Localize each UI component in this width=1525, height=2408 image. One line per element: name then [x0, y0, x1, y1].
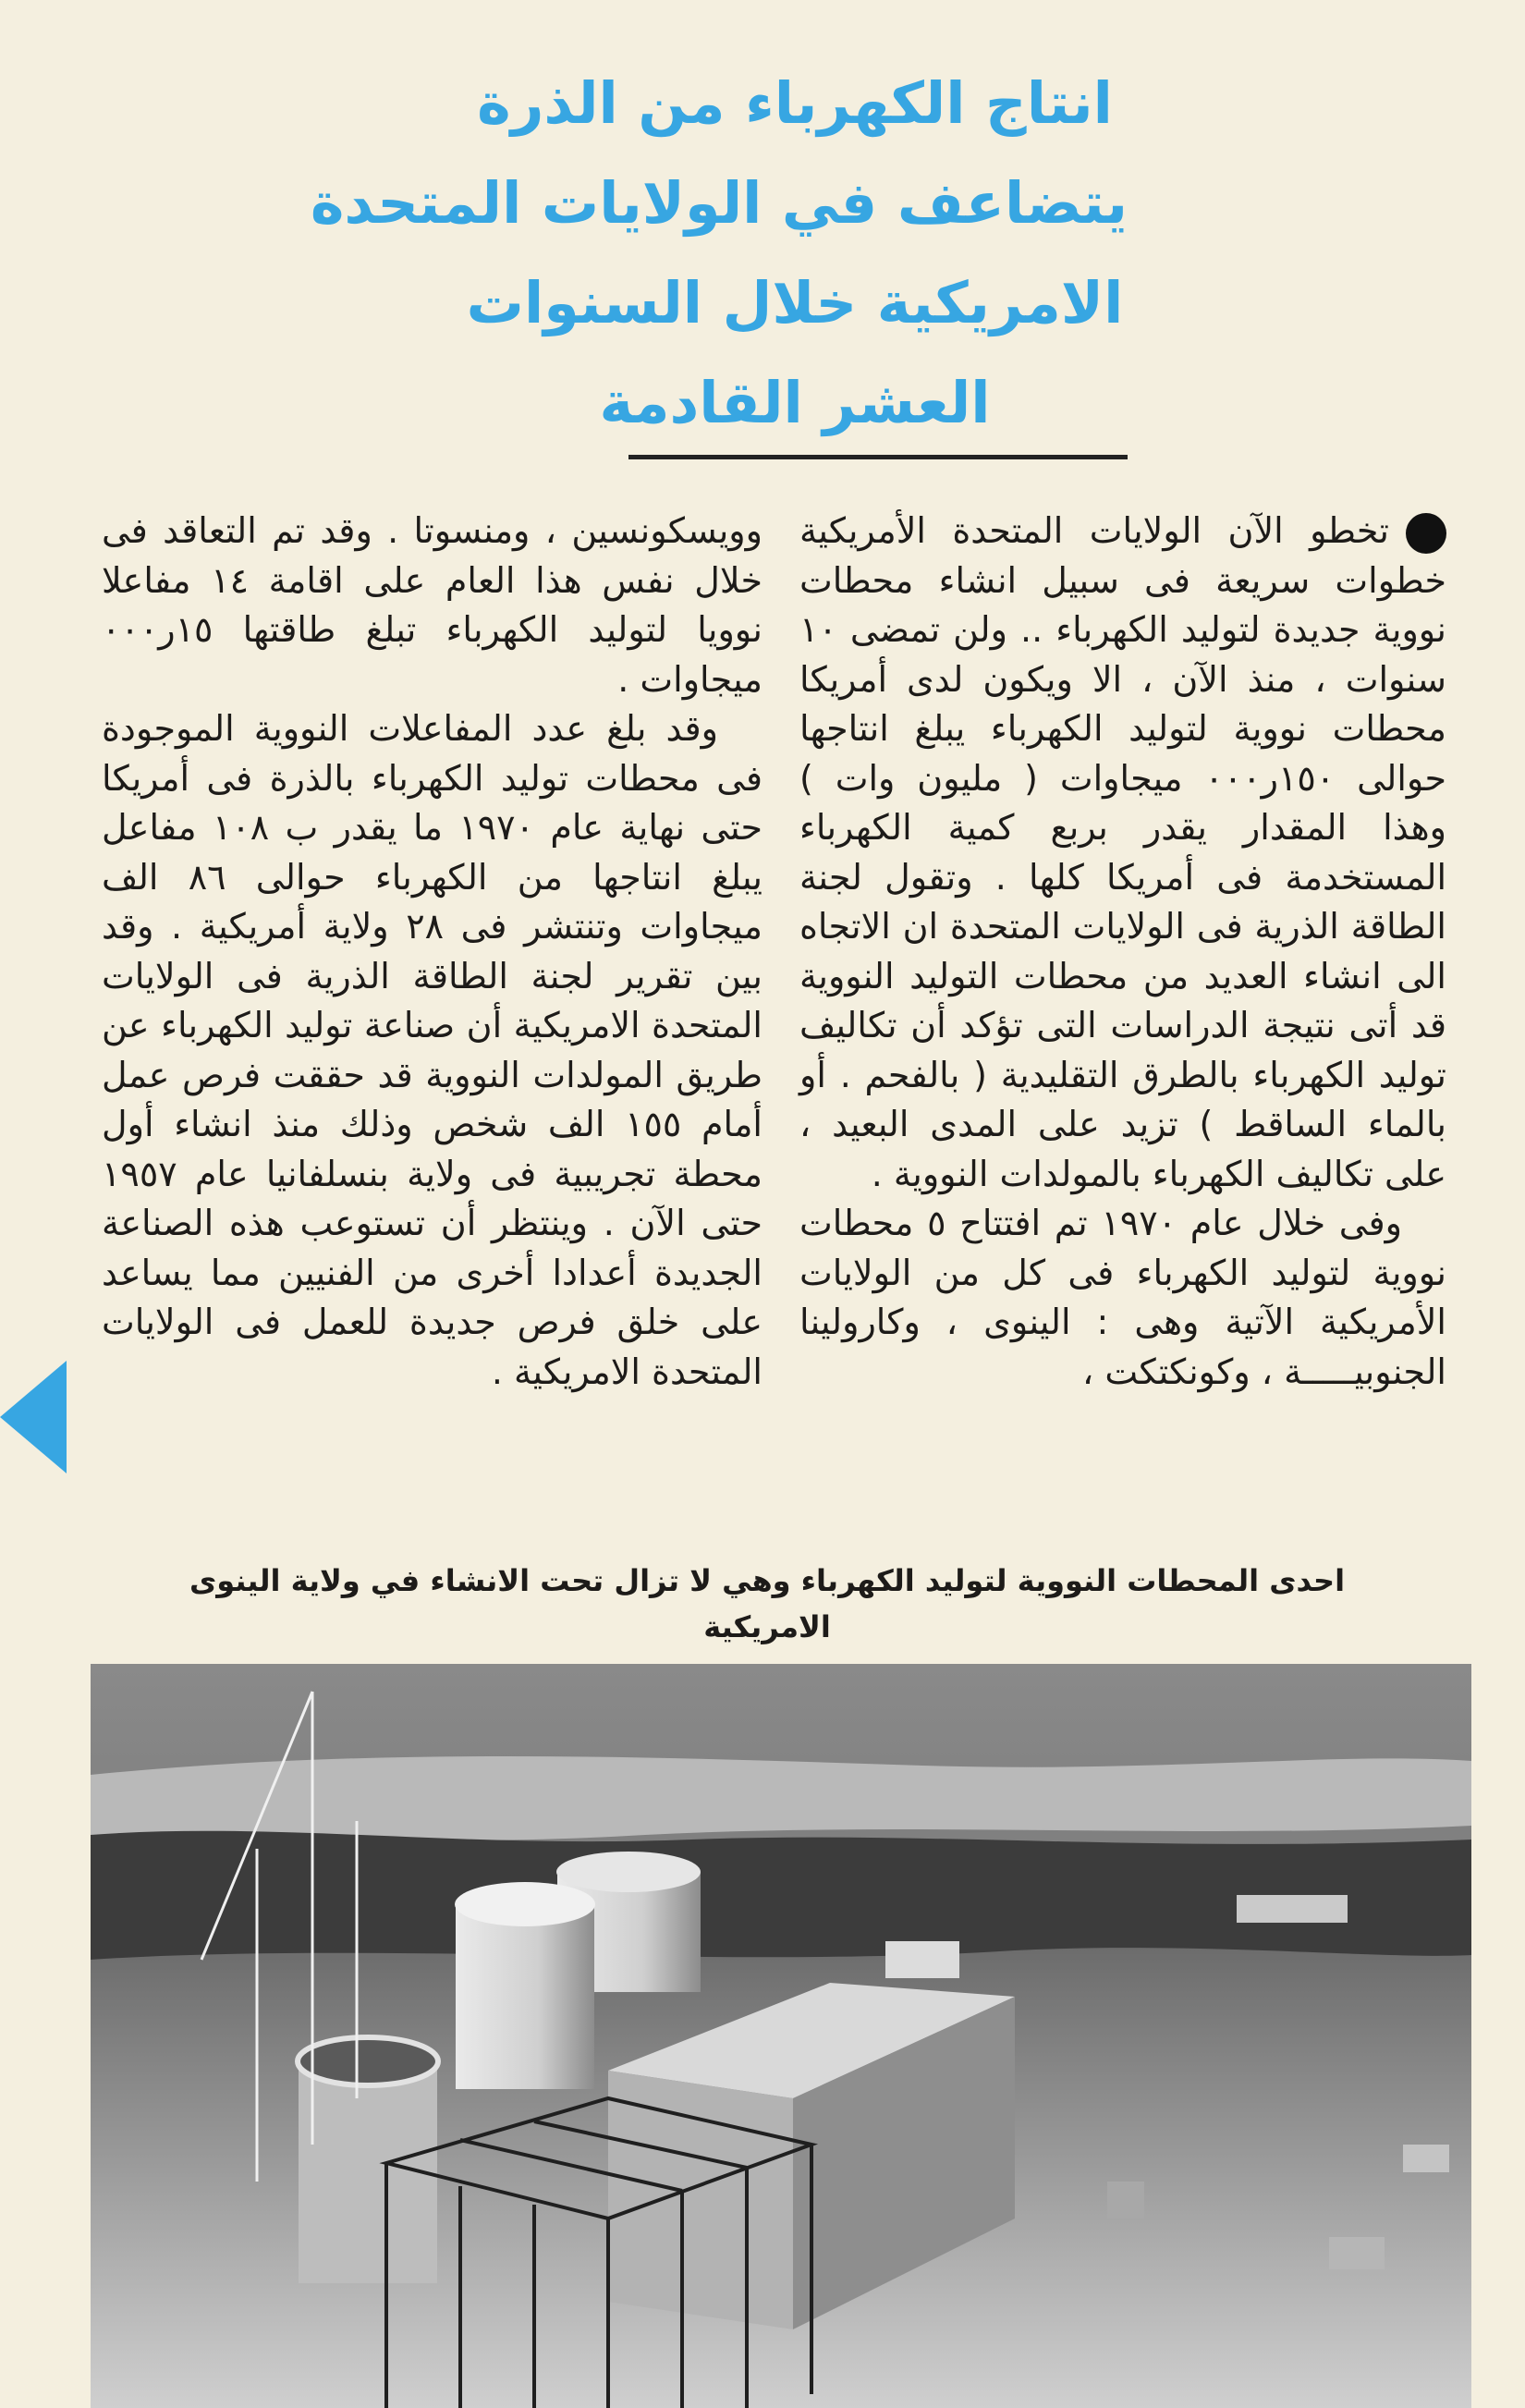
- bullet-icon: [1406, 513, 1446, 554]
- article-column-right: [799, 507, 1446, 1397]
- headline-line-1: انتاج الكهرباء من الذرة: [477, 69, 1113, 137]
- nuclear-plant-photo: [91, 1664, 1471, 2408]
- paragraph-text: تخطو الآن الولايات المتحدة الأمريكية خطوات سريعة فى سبيل انشاء محطات نووية جديدة لتوليد الكهرباء .. ولن تمضى ١٠ سنوات ، منذ الآن ، الا ويكون لدى أمريكا محطات نووية لتوليد الكهرباء يبلغ انتاجها حوالى ١٥٠ر٠٠٠ ميجاوات ( مليون وات ) وهذا المقدار يقدر بربع كمية الكهرباء المستخدمة فى أمريكا كلها . وتقول لجنة الطاقة الذرية فى الولايات المتحدة ان الاتجاه الى انشاء العديد من محطات التوليد النووية قد أتى نتيجة الدراسات التى تؤكد أن تكاليف توليد الكهرباء بالطرق التقليدية ( بالفحم . أو بالماء الساقط ) تزيد على المدى البعيد ، على تكاليف الكهرباء بالمولدات النووية .: [799, 510, 1446, 1194]
- photo-caption: احدى المحطات النووية لتوليد الكهرباء وهي لا تزال تحت الانشاء في ولاية الينوى الامريكية: [189, 1563, 1346, 1644]
- article-paragraph: وفى خلال عام ١٩٧٠ تم افتتاح ٥ محطات نووية لتوليد الكهرباء فى كل من الولايات الأمريكية الآتية وهى : الينوى ، وكارولينا الجنوبيـــــة ، وكونكتكت ،: [799, 1203, 1446, 1392]
- article-paragraph: وويسكونسين ، ومنسوتا . وقد تم التعاقد فى خلال نفس هذا العام على اقامة ١٤ مفاعلا نوويا لتوليد الكهرباء تبلغ طاقتها ١٥ر٠٠٠ ميجاوات .: [102, 510, 762, 700]
- headline: [310, 54, 1128, 453]
- headline-line-3: الامريكية خلال السنوات: [466, 269, 1124, 336]
- left-arrow-icon: [0, 1361, 67, 1473]
- photo-illustration: [91, 1664, 1471, 2408]
- headline-rule: [628, 455, 1128, 459]
- headline-line-2: يتضاعف في الولايات المتحدة: [310, 169, 1128, 237]
- headline-line-4: العشر القادمة: [599, 369, 991, 436]
- article-column-left: [102, 507, 762, 1397]
- article-paragraph: وقد بلغ عدد المفاعلات النووية الموجودة فى محطات توليد الكهرباء بالذرة فى أمريكا حتى نهاية عام ١٩٧٠ ما يقدر ب ١٠٨ مفاعل يبلغ انتاجها من الكهرباء حوالى ٨٦ الف ميجاوات وتنتشر فى ٢٨ ولاية أمريكية . وقد بين تقرير لجنة الطاقة الذرية فى الولايات المتحدة الامريكية أن صناعة توليد الكهرباء عن طريق المولدات النووية قد حققت فرص عمل أمام ١٥٥ الف شخص وذلك منذ انشاء أول محطة تجريبية فى ولاية بنسلفانيا عام ١٩٥٧ حتى الآن . وينتظر أن تستوعب هذه الصناعة الجديدة أعدادا أخرى من الفنيين مما يساعد على خلق فرص جديدة للعمل فى الولايات المتحدة الامريكية .: [102, 708, 763, 1392]
- article-paragraph: [799, 507, 1446, 1199]
